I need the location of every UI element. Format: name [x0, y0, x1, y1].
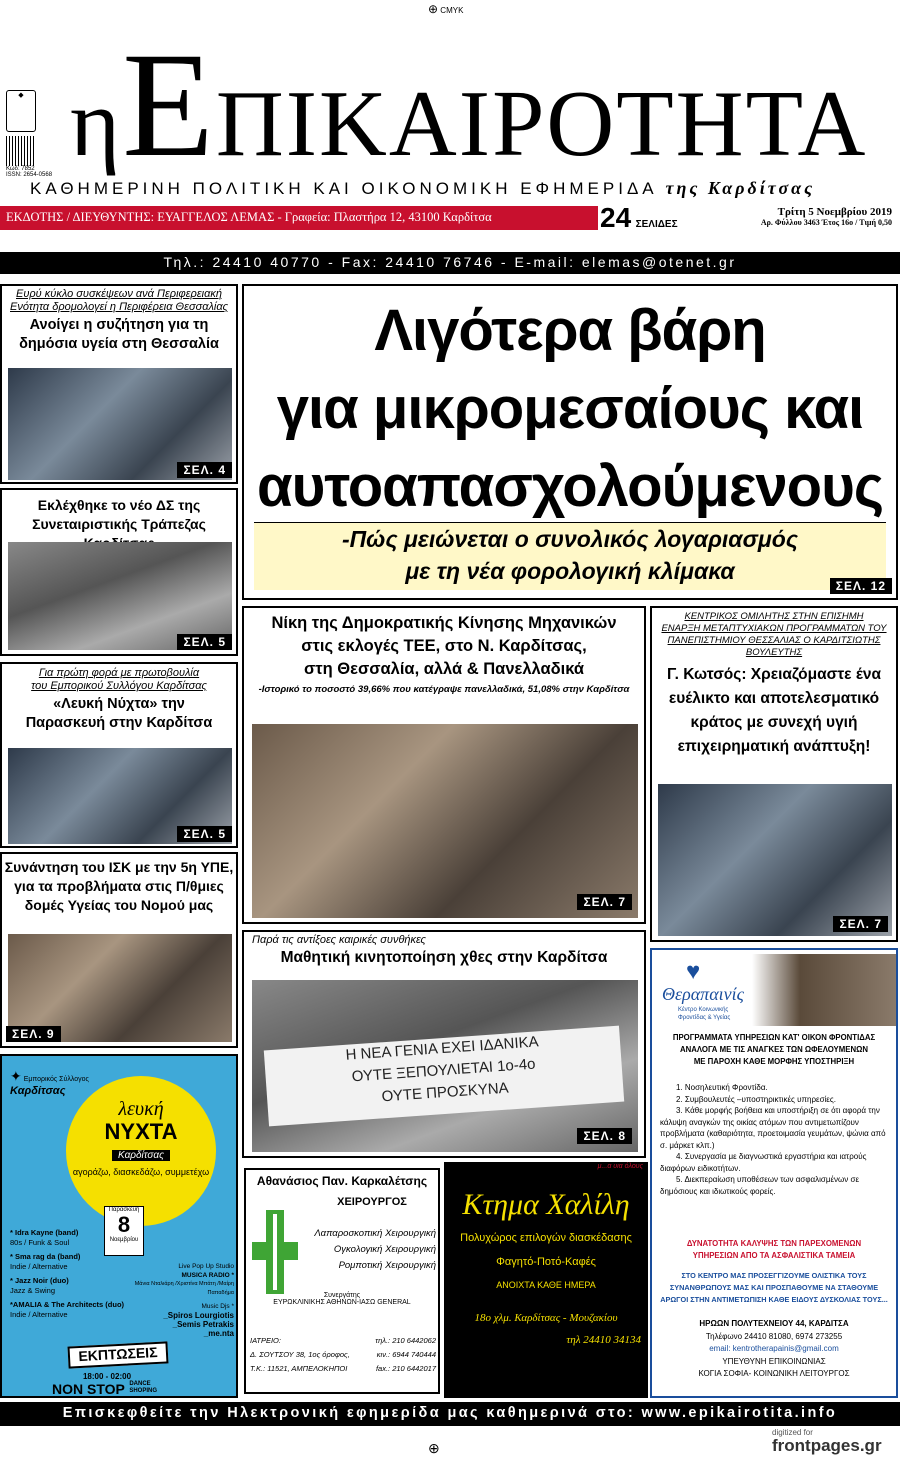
story-photo	[252, 980, 638, 1152]
brand-logo: ♥ Θεραπαινίς Κέντρο Κοινωνικής Φροντίδας & Υγείας	[656, 954, 896, 1026]
caduceus-icon	[252, 1210, 298, 1294]
story-title: «Λευκή Νύχτα» την Παρασκευή στην Καρδίτσα	[25, 696, 213, 731]
main-headline-box	[242, 284, 898, 600]
story-title: Νίκη της Δημοκρατικής Κίνησης Μηχανικών στις εκλογές ΤΕΕ, στο Ν. Καρδίτσας, στη Θεσσαλία, αλλά & Πανελλαδικά	[271, 614, 617, 678]
services-list: 1. Νοσηλευτική Φροντίδα. 2. Συμβουλευτές –υποστηρικτικές υπηρεσίες. 3. Κάθε μορφής βοήθεια και υποστήριξη σε ότι αφορά την κάλυψη αναγκών της οικίας ατόμων που αντιμετωπίζουν προβλήματα (καθαριότητα, προετοιμασία γευμάτων, ψώνια από σ. μάρκετ κλπ.) 4. Συνεργασία με διαγνωστικά εργαστήρια και ιατρούς διαφόρων ειδικοτήτων. 5. Διεκπεραίωση υποθέσεων των ασφαλισμένων σε δημόσιους και ιδιωτικούς φορείς.	[660, 1083, 886, 1196]
page-ref: ΣΕΛ. 7	[833, 916, 888, 932]
page-ref: ΣΕΛ. 9	[6, 1026, 61, 1042]
pages-count: 24 ΣΕΛΙΔΕΣ	[600, 202, 678, 233]
story-tee-elections: Νίκη της Δημοκρατικής Κίνησης Μηχανικών στις εκλογές ΤΕΕ, στο Ν. Καρδίτσας, στη Θεσσαλία, αλλά & Πανελλαδικά -Ιστορικό το ποσοστό 39,66% που κατέγραψε πανελλαδικά, 51,08% στην Καρδίτσα ΣΕΛ. 7	[242, 606, 646, 924]
story-title: Γ. Κωτσός: Χρειαζόμαστε ένα ευέλικτο και αποτελεσματικό κράτος με συνεχή υγιή επιχειρηματική ανάπτυξη!	[666, 666, 881, 755]
hours-line: 18:00 - 02:00 NON STOP DANCE SHOPING	[52, 1372, 157, 1397]
page-ref: ΣΕΛ. 5	[177, 826, 232, 842]
issue-info: Τρίτη 5 Νοεμβρίου 2019 Αρ. Φύλλου 3463 Έτος 16ο / Τιμή 0,50	[760, 206, 892, 227]
registration-mark: ⊕ CMYK	[428, 2, 464, 16]
crosshair-icon: ⊕	[428, 2, 439, 16]
surgeon-ad: Αθανάσιος Παν. Καρκαλέτσης ΧΕΙΡΟΥΡΓΟΣ Λαπαροσκοπική Χειρουργική Ογκολογική Χειρουργική Ρομποτική Χειρουργική Συνεργάτης ΕΥΡΩΚΛΙΝΙΚΗΣ ΑΘΗΝΩΝ-ΙΑΣΩ GENERAL ΙΑΤΡΕΙΟ: Δ. ΣΟΥΤΣΟΥ 38, 1ος όροφος, Τ.Κ.: 11521, ΑΜΠΕΛΟΚΗΠΟΙ τηλ.: 210 6442062 κιν.: 6944 740444 fax.: 210 6442017	[244, 1168, 440, 1394]
org-logo: ✦ Εμπορικός Σύλλογος Καρδίτσας	[10, 1068, 89, 1097]
newspaper-title: ηΕΠΙΚΑΙΡΟΤΗΤΑ	[70, 22, 868, 188]
publisher-bar: ΕΚΔΟΤΗΣ / ΔΙΕΥΘΥΝΤΗΣ: ΕΥΑΓΓΕΛΟΣ ΛΕΜΑΣ - Γραφεία: Πλαστήρα 12, 43100 Καρδίτσα	[0, 206, 598, 230]
story-white-night: Για πρώτη φορά με πρωτοβουλία του Εμπορικού Συλλόγου Καρδίτσας «Λευκή Νύχτα» την Παρασκευή στην Καρδίτσα ΣΕΛ. 5	[0, 662, 238, 848]
sale-badge: ΕΚΠΤΩΣΕΙΣ	[67, 1341, 168, 1368]
merchants-logo-icon: ✦	[10, 1068, 22, 1084]
main-headline: Λιγότερα βάρη για μικρομεσαίους και αυτοαπασχολούμενους	[257, 298, 883, 519]
masthead-subtitle: ΚΑΘΗΜΕΡΙΝΗ ΠΟΛΙΤΙΚΗ ΚΑΙ ΟΙΚΟΝΟΜΙΚΗ ΕΦΗΜΕΡΙΔΑ της Καρδίτσας	[30, 178, 816, 198]
story-kotsos	[650, 606, 898, 942]
story-kicker: ΚΕΝΤΡΙΚΟΣ ΟΜΙΛΗΤΗΣ ΣΤΗΝ ΕΠΙΣΗΜΗ ΕΝΑΡΞΗ ΜΕΤΑΠΤΥΧΙΑΚΩΝ ΠΡΟΓΡΑΜΜΑΤΩΝ ΤΟΥ ΠΑΝΕΠΙΣΤΗΜΙΟΥ ΘΕΣΣΑΛΙΑΣ Ο ΚΑΡΔΙΤΣΙΩΤΗΣ ΒΟΥΛΕΥΤΗΣ	[661, 611, 887, 658]
story-photo	[252, 724, 638, 918]
watermark: digitized for frontpages.gr	[772, 1428, 882, 1455]
ktima-ad: μ...α υια όλους Κτημα Χαλίλη Πολυχώρος επιλογών διασκέδασης Φαγητό-Ποτό-Καφές ΑΝΟΙΧΤΑ ΚΑΘΕ ΗΜΕΡΑ 18ο χλμ. Καρδίτσας - Μουζακίου τηλ 24410 34134	[444, 1162, 648, 1398]
story-isk-meeting	[0, 852, 238, 1048]
eiea-logo-icon: ◆	[6, 90, 36, 132]
masthead	[0, 16, 900, 270]
yellow-circle: λευκή ΝΥΧΤΑ Καρδίτσας αγοράζω, διασκεδάζω, συμμετέχω	[66, 1076, 216, 1226]
story-title: Ανοίγει η συζήτηση για τη δημόσια υγεία στη Θεσσαλία	[19, 317, 219, 352]
contact-bar: Τηλ.: 24410 40770 - Fax: 24410 76746 - E-mail: elemas@otenet.gr	[0, 252, 900, 274]
mission-note: ΣΤΟ ΚΕΝΤΡΟ ΜΑΣ ΠΡΟΣΕΓΓΙΖΟΥΜΕ ΟΛΙΣΤΙΚΑ ΤΟΥΣ ΣΥΝΑΝΘΡΩΠΟΥΣ ΜΑΣ ΚΑΙ ΠΡΟΣΠΑΘΟΥΜΕ ΝΑ ΣΤΑΘΟΥΜΕ ΑΡΩΓΟΙ ΣΤΗΝ ΑΝΤΙΜΕΤΩΠΙΣΗ ΚΑΘΕ ΕΙΔΟΥΣ ΔΥΣΚΟΛΙΑΣ ΤΟΥΣ...	[660, 1271, 888, 1304]
studio-info: Live Pop Up Studio MUSICA RADIO * Μάνια Νταλιάρη /Χριστίνα Μπάτη /Μαίρη Παπαδήμα Music Djs * _Spiros Lourgiotis _Semis Petrakis _me.nta	[134, 1263, 234, 1338]
specialties: Λαπαροσκοπική Χειρουργική Ογκολογική Χειρουργική Ρομποτική Χειρουργική	[314, 1228, 436, 1271]
white-night-ad	[0, 1054, 238, 1398]
coverage-note: ΔΥΝΑΤΟΤΗΤΑ ΚΑΛΥΨΗΣ ΤΩΝ ΠΑΡΕΧΟΜΕΝΩΝ ΥΠΗΡΕΣΙΩΝ ΑΠΟ ΤΑ ΑΣΦΑΛΙΣΤΙΚΑ ΤΑΜΕΙΑ	[686, 1239, 862, 1260]
office-address: ΙΑΤΡΕΙΟ: Δ. ΣΟΥΤΣΟΥ 38, 1ος όροφος, Τ.Κ.: 11521, ΑΜΠΕΛΟΚΗΠΟΙ	[250, 1336, 350, 1373]
page-ref: ΣΕΛ. 8	[577, 1128, 632, 1144]
page-ref: ΣΕΛ. 7	[577, 894, 632, 910]
page-ref: ΣΕΛ. 4	[177, 462, 232, 478]
acts-list: * Idra Kayne (band) 80s / Funk & Soul * Sma rag da (band) Indie / Alternative * Jazz Noir (duo) Jazz & Swing *AMALIA & The Architects (duo) Indie / Alternative	[10, 1228, 125, 1319]
main-subheadline: -Πώς μειώνεται ο συνολικός λογαριασμός με τη νέα φορολογική κλίμακα	[254, 522, 886, 590]
heart-icon: ♥	[686, 958, 701, 985]
contact-info: ΗΡΩΩΝ ΠΟΛΥΤΕΧΝΕΙΟΥ 44, ΚΑΡΔΙΤΣΑ Τηλέφωνο 24410 81080, 6974 273255 email: kentrotherapainis@gmail.com ΥΠΕΥΘΥΝΗ ΕΠΙΚΟΙΝΩΝΙΑΣ ΚΟΓΙΑ ΣΟΦΙΑ- ΚΟΙΝΩΝΙΚΗ ΛΕΙΤΟΥΡΓΟΣ	[698, 1319, 850, 1378]
story-title: Εκλέχθηκε το νέο ΔΣ της Συνεταιριστικής Τράπεζας	[32, 497, 206, 532]
story-public-health: Ευρύ κύκλο συσκέψεων ανά Περιφερειακή Ενότητα δρομολογεί η Περιφέρεια Θεσσαλίας Ανοίγει η συζήτηση για τη δημόσια υγεία στη Θεσσαλία ΣΕΛ. 4	[0, 284, 238, 484]
story-title: Συνάντηση του ΙΣΚ με την 5η ΥΠΕ, για τα προβλήματα στις Π/θμιες δομές Υγείας του Νομού μας	[4, 859, 234, 913]
therapainis-ad	[650, 948, 898, 1398]
collaboration: Συνεργάτης ΕΥΡΩΚΛΙΝΙΚΗΣ ΑΘΗΝΩΝ-ΙΑΣΩ GENERAL	[273, 1292, 411, 1306]
footer-bar: Επισκεφθείτε την Ηλεκτρονική εφημερίδα μας καθημερινά στο: www.epikairotita.info	[0, 1402, 900, 1426]
issn-block: ◆ Κωδ: 7852 ISSN: 2654-0568	[6, 92, 53, 178]
story-photo	[658, 784, 892, 936]
story-student-protest: Παρά τις αντίξοες καιρικές συνθήκες Μαθητική κινητοποίηση χθες στην Καρδίτσα Η ΝΕΑ ΓΕΝΙΑ ΕΧΕΙ ΙΔΑΝΙΚΑ ΟΥΤΕ ΞΕΠΟΥΛΙΕΤΑΙ 1ο-4ο ΟΥΤΕ ΠΡΟΣΚΥΝΑ ΣΕΛ. 8	[242, 930, 646, 1158]
story-cooperative-bank	[0, 488, 238, 656]
page-ref: ΣΕΛ. 12	[830, 578, 892, 594]
brand-sub: Κέντρο Κοινωνικής Φροντίδας & Υγείας	[678, 1007, 731, 1021]
page-ref: ΣΕΛ. 5	[177, 634, 232, 650]
protest-banner: Η ΝΕΑ ΓΕΝΙΑ ΕΧΕΙ ΙΔΑΝΙΚΑ ΟΥΤΕ ΞΕΠΟΥΛΙΕΤΑΙ 1ο-4ο ΟΥΤΕ ΠΡΟΣΚΥΝΑ	[264, 1026, 624, 1127]
bottom-crosshair-icon: ⊕	[428, 1440, 440, 1456]
phone-numbers: τηλ.: 210 6442062 κιν.: 6944 740444 fax.: 210 6442017	[375, 1336, 436, 1373]
barcode-icon	[6, 136, 36, 166]
intro: ΠΡΟΓΡΑΜΜΑΤΑ ΥΠΗΡΕΣΙΩΝ ΚΑΤ' ΟΙΚΟΝ ΦΡΟΝΤΙΔΑΣ ΑΝΑΛΟΓΑ ΜΕ ΤΙΣ ΑΝΑΓΚΕΣ ΤΩΝ ΩΦΕΛΟΥΜΕΝΩΝ ΜΕ ΠΑΡΟΧΗ ΚΑΘΕ ΜΟΡΦΗΣ ΥΠΟΣΤΗΡΙΞΗ	[672, 1033, 876, 1066]
event-date: Παρασκευή 8 Νοεμβρίου	[104, 1206, 144, 1256]
